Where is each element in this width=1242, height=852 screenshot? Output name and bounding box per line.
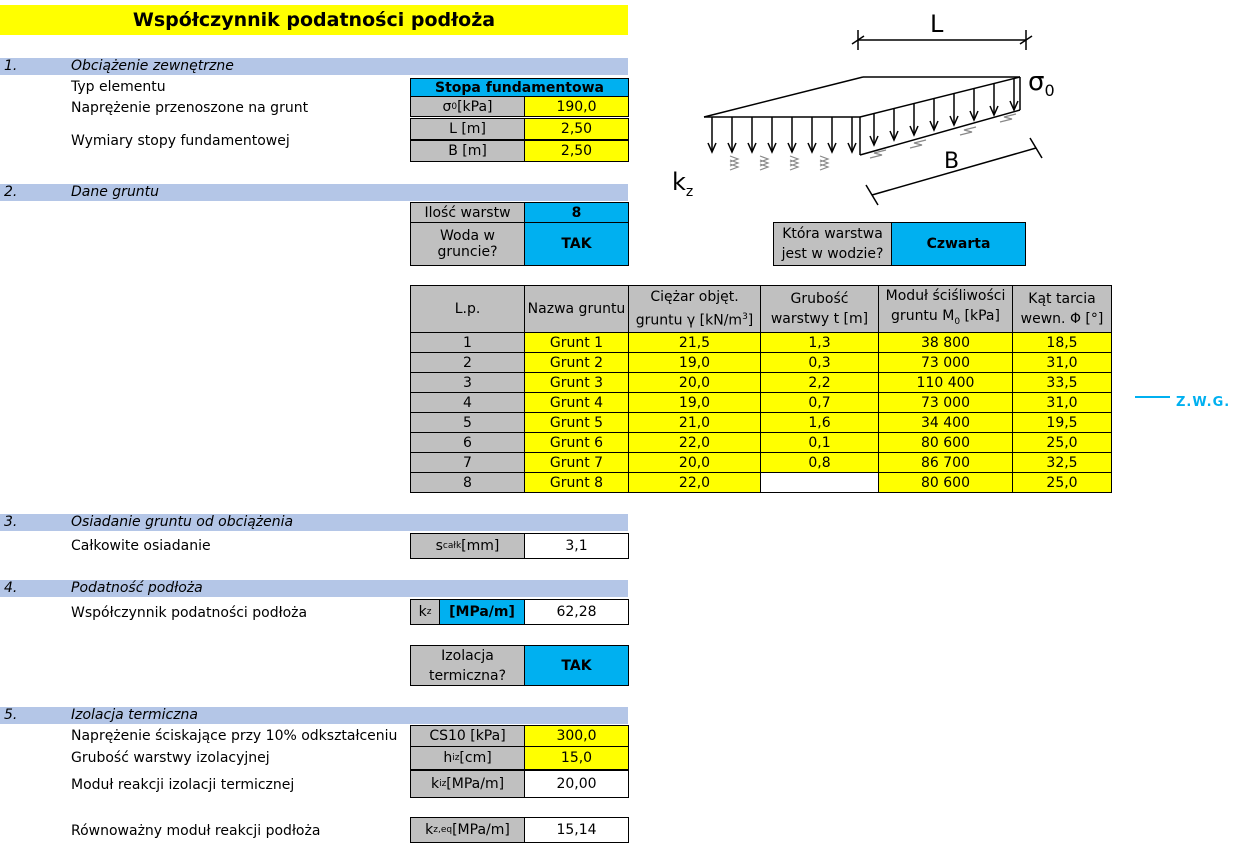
cell-thickness[interactable]: 0,7 [761,393,879,413]
settlement-symbol: s całk [mm] [410,533,525,559]
cell-name[interactable]: Grunt 2 [525,353,629,373]
column-header-unit-weight: Ciężar objęt. gruntu γ $[kN/m^3]$ [629,286,761,333]
section-label: Podatność podłoża [71,580,203,596]
table-row [411,373,1112,393]
cell-unit-weight[interactable]: 19,0 [629,353,761,373]
cell-thickness[interactable]: 0,1 [761,433,879,453]
table-row [411,353,1112,373]
subgrade-value: 62,28 [524,599,629,625]
element-type-label: Typ elementu [71,79,166,95]
table-header-row [411,286,1112,333]
table-row [411,413,1112,433]
cell-modulus[interactable]: 80 600 [879,473,1013,493]
equivalent-modulus-symbol: k z,eq [MPa/m] [410,817,525,843]
water-layer-label: Która warstwa jest w wodzie? [773,222,892,266]
equivalent-modulus-value: 15,14 [524,817,629,843]
column-header-thickness: Grubość warstwy t [m] [761,286,879,333]
compressive-stress-label: Naprężenie ściskające przy 10% odkształceniu [71,728,398,744]
cell-name[interactable]: Grunt 5 [525,413,629,433]
cell-unit-weight[interactable]: 22,0 [629,473,761,493]
stress-label: Naprężenie przenoszone na grunt [71,100,309,116]
section-number: 3. [4,514,18,530]
cell-modulus[interactable]: 110 400 [879,373,1013,393]
section-label: Dane gruntu [71,184,160,200]
stiffness-symbol-diagram: $k_z$ [672,168,694,200]
insulation-thickness-input[interactable]: 15,0 [524,746,629,770]
column-header-lp: L.p. [411,286,525,333]
cell-friction-angle[interactable]: 31,0 [1013,353,1112,373]
cell-name[interactable]: Grunt 8 [525,473,629,493]
cell-friction-angle[interactable]: 25,0 [1013,473,1112,493]
cell-lp: 6 [411,433,525,453]
cell-name[interactable]: Grunt 4 [525,393,629,413]
subgrade-coefficient-label: Współczynnik podatności podłoża [71,605,308,621]
insulation-thickness-label: Grubość warstwy izolacyjnej [71,750,270,766]
cell-modulus[interactable]: 34 400 [879,413,1013,433]
section-header-insulation [0,707,628,724]
width-label: B [944,149,960,174]
cell-unit-weight[interactable]: 21,5 [629,333,761,353]
length-symbol: L [m] [410,118,525,140]
compressive-stress-input[interactable]: 300,0 [524,725,629,747]
table-row [411,333,1112,353]
table-row [411,393,1112,413]
cell-unit-weight[interactable]: 21,0 [629,413,761,433]
compressive-stress-symbol: CS10 [kPa] [410,725,525,747]
stress-input[interactable]: 190,0 [524,96,629,117]
cell-thickness[interactable]: 2,2 [761,373,879,393]
length-input[interactable]: 2,50 [524,118,629,140]
equivalent-modulus-label: Równoważny moduł reakcji podłoża [71,823,321,839]
column-header-name: Nazwa gruntu [525,286,629,333]
cell-unit-weight[interactable]: 20,0 [629,373,761,393]
cell-friction-angle[interactable]: 18,5 [1013,333,1112,353]
section-number: 2. [4,184,18,200]
insulation-modulus-symbol: k iz [MPa/m] [410,770,525,798]
cell-modulus[interactable]: 73 000 [879,353,1013,373]
settlement-value: 3,1 [524,533,629,559]
section-header-load [0,58,628,75]
cell-name[interactable]: Grunt 3 [525,373,629,393]
table-row [411,453,1112,473]
section-header-soil [0,184,628,201]
cell-friction-angle[interactable]: 32,5 [1013,453,1112,473]
cell-lp: 3 [411,373,525,393]
groundwater-level-marker [1135,396,1170,398]
cell-name[interactable]: Grunt 1 [525,333,629,353]
table-row [411,433,1112,453]
cell-friction-angle[interactable]: 31,0 [1013,393,1112,413]
length-label: L [930,10,944,38]
insulation-modulus-label: Moduł reakcji izolacji termicznej [71,777,295,793]
section-header-settlement [0,514,628,531]
subgrade-unit-select[interactable]: [MPa/m] [439,599,525,625]
insulation-thickness-symbol: h iz [cm] [410,746,525,770]
section-number: 1. [4,58,18,74]
cell-modulus[interactable]: 73 000 [879,393,1013,413]
cell-unit-weight[interactable]: 22,0 [629,433,761,453]
soil-layers-table [410,285,1112,493]
width-input[interactable]: 2,50 [524,140,629,162]
cell-thickness[interactable]: 1,3 [761,333,879,353]
section-label: Osiadanie gruntu od obciążenia [71,514,294,530]
section-number: 4. [4,580,18,596]
width-symbol: B [m] [410,140,525,162]
stress-symbol: σ 0 [kPa] [410,96,525,117]
cell-modulus[interactable]: 38 800 [879,333,1013,353]
groundwater-level-label: Z.W.G. [1176,395,1231,410]
column-header-modulus: Moduł ściśliwości gruntu $M_0$ [kPa] [879,286,1013,333]
table-row [411,473,1112,493]
page-title: Współczynnik podatności podłoża [0,5,628,35]
layers-count-label: Ilość warstw [410,202,525,223]
section-number: 5. [4,707,18,723]
cell-modulus[interactable]: 86 700 [879,453,1013,473]
cell-modulus[interactable]: 80 600 [879,433,1013,453]
cell-lp: 4 [411,393,525,413]
insulation-modulus-value: 20,00 [524,770,629,798]
footing-drawing [704,30,1042,205]
cell-lp: 2 [411,353,525,373]
water-label: Woda w gruncie? [410,222,525,266]
settlement-label: Całkowite osiadanie [71,538,211,554]
cell-friction-angle[interactable]: 19,5 [1013,413,1112,433]
section-header-subgrade [0,580,628,597]
cell-name[interactable]: Grunt 7 [525,453,629,473]
water-layer-select[interactable]: Czwarta [891,222,1026,266]
subgrade-symbol: k z [410,599,440,625]
cell-lp: 5 [411,413,525,433]
stress-symbol-diagram: $\sigma_0$ [1028,67,1055,100]
cell-name[interactable]: Grunt 6 [525,433,629,453]
insulation-toggle-select[interactable]: TAK [524,645,629,686]
cell-lp: 1 [411,333,525,353]
column-header-friction-angle: Kąt tarcia wewn. Φ [°] [1013,286,1112,333]
cell-thickness [761,473,879,493]
water-select[interactable]: TAK [524,222,629,266]
footing-diagram [660,0,1080,215]
section-label: Izolacja termiczna [71,707,199,723]
cell-thickness[interactable]: 1,6 [761,413,879,433]
cell-friction-angle[interactable]: 25,0 [1013,433,1112,453]
cell-unit-weight[interactable]: 19,0 [629,393,761,413]
dimensions-label: Wymiary stopy fundamentowej [71,133,290,149]
insulation-toggle-label: Izolacja termiczna? [410,645,525,686]
cell-lp: 7 [411,453,525,473]
cell-lp: 8 [411,473,525,493]
cell-thickness[interactable]: 0,3 [761,353,879,373]
cell-thickness[interactable]: 0,8 [761,453,879,473]
element-type-select[interactable]: Stopa fundamentowa [410,78,629,97]
cell-unit-weight[interactable]: 20,0 [629,453,761,473]
section-label: Obciążenie zewnętrzne [71,58,234,74]
cell-friction-angle[interactable]: 33,5 [1013,373,1112,393]
layers-count-select[interactable]: 8 [524,202,629,223]
